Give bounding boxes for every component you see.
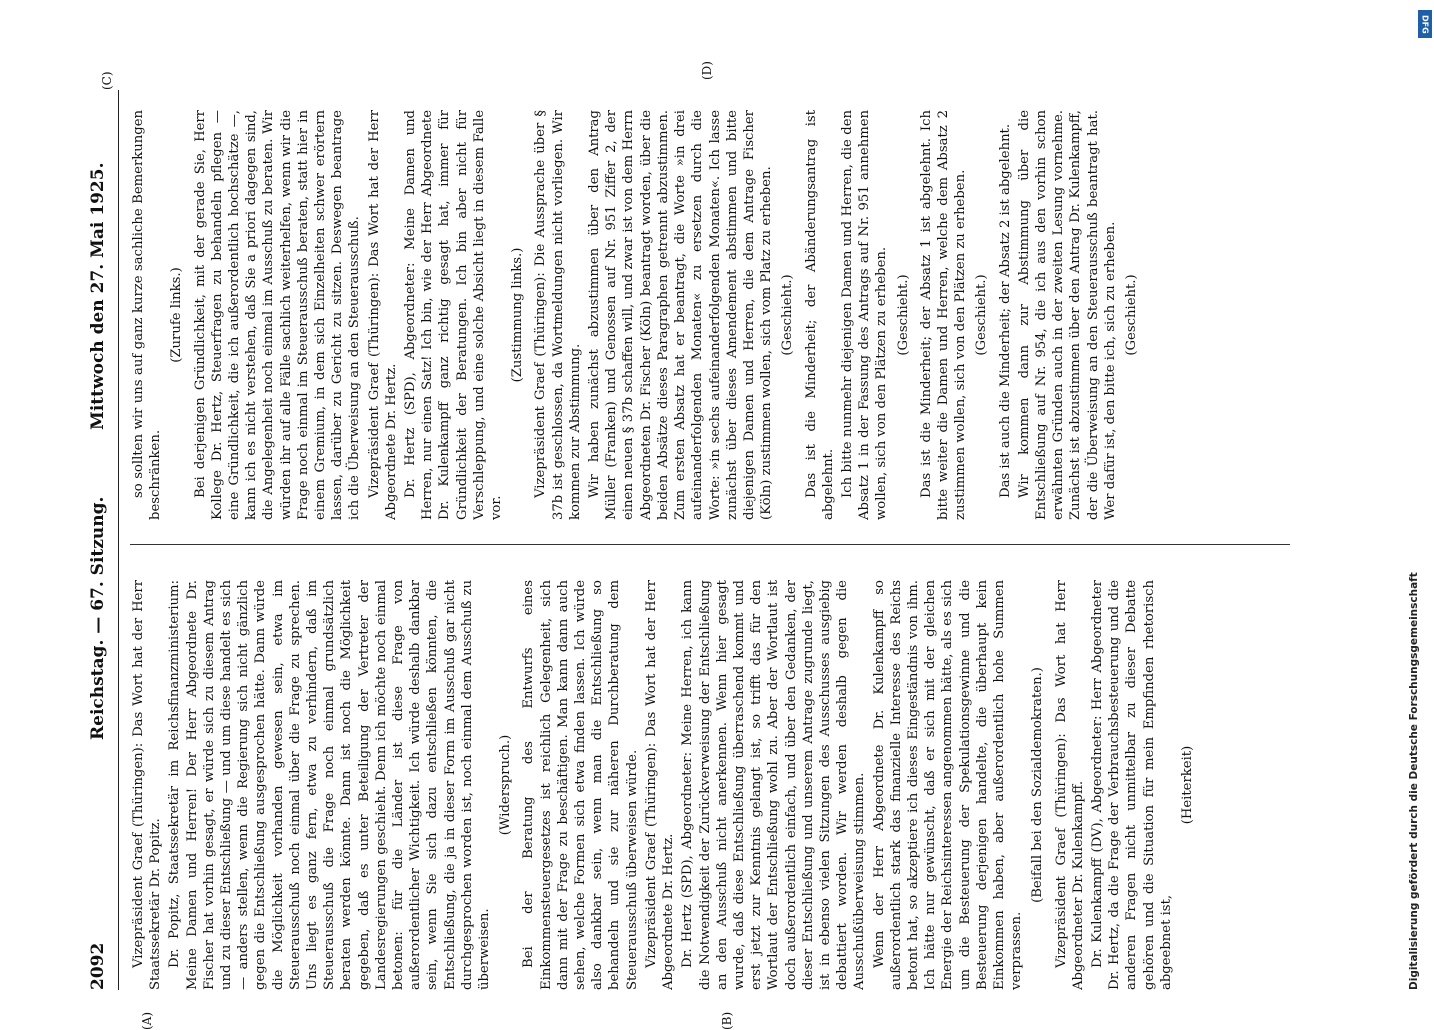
paragraph: Wenn der Herr Abgeordnete Dr. Kulenkampff so außerordentlich stark das finanzielle Interesse des Reichs betont hat, so akzeptiere ich dieses Eingeständnis von ihm. Ich hätte nur gewünscht, daß er sich mit der gleichen Energie der Reichsinteressen angenommen hätte, als es sich um die Besteuerung der Spekulationsgewinne und die Besteuerung derjenigen handelte, die überhaupt kein Einkommen haben, aber außerordentlich hohe Summen verprassen. <box>871 580 1025 990</box>
paragraph: Dr. Hertz (SPD), Abgeordneter: Meine Herren, ich kann die Notwendigkeit der Zurückverweisung der Entschließung an den Ausschuß nicht anerkennen. Wenn hier gesagt wurde, daß diese Entschließung überraschend kommt und erst jetzt zur Kenntnis gelangt ist, so trifft das für den Wortlaut der Entschließung wohl zu. Aber der Wortlaut ist doch außerordentlich einfach, und über den Gedanken, der dieser Entschließung und unserem Antrage zugrunde liegt, ist in ebenso vielen Sitzungen des Ausschusses ausgiebig debattiert worden. Wir werden deshalb gegen die Ausschußüberweisung stimmen. <box>680 580 868 990</box>
interjection: (Heiterkeit) <box>1179 745 1195 825</box>
margin-marker-c: (C) <box>100 71 114 90</box>
interjection: (Geschieht.) <box>780 274 796 356</box>
paragraph: Vizepräsident Graef (Thüringen): Das Wort hat der Herr Abgeordnete Dr. Hertz. <box>643 580 677 990</box>
header-rule <box>118 90 119 990</box>
margin-marker-a: (A) <box>140 1011 154 1030</box>
margin-marker-d: (D) <box>700 61 714 80</box>
paragraph: so sollten wir uns auf ganz kurze sachliche Bemerkungen beschränken. <box>131 110 164 520</box>
paragraph: Wir haben zunächst abzustimmen über den Antrag Müller (Franken) und Genossen auf Nr. 951 Ziffer 2, der einen neuen § 37b schaffen will, und zwar ist von dem Herrn Abgeordneten Dr. Fischer (Köln) beantragt worden, über die beiden Absätze dieses Paragraphen getrennt abzustimmen. Zum ersten Absatz hat er beantragt, die Worte »in drei aufeinanderfolgenden Monaten« zu ersetzen durch die Worte: »in sechs aufeinanderfolgenden Monaten«. Ich lasse zunächst über dieses Amendement abstimmen und bitte diejenigen Damen und Herren, die dem Antrage Fischer (Köln) zustimmen wollen, sich vom Platz zu erheben. <box>587 110 775 520</box>
left-column <box>130 580 1310 990</box>
interjection: (Geschieht.) <box>1123 274 1139 356</box>
interjection: (Zustimmung links.) <box>510 247 526 383</box>
margin-marker-b: (B) <box>720 1011 734 1030</box>
paragraph: Wir kommen dann zur Abstimmung über die Entschließung auf Nr. 954, die ich aus den vorhin schon erwähnten Gründen auch in der zweiten Lesung vornehme. Zunächst ist abzustimmen über den Antrag Dr. Kulenkampff, der die Überweisung an den Steuerausschuß beantragt hat. Wer dafür ist, den bitte ich, sich zu erheben. <box>1016 110 1118 520</box>
interjection: (Zurufe links.) <box>169 267 185 363</box>
dfg-logo: DFG <box>1418 10 1432 38</box>
paragraph: Bei der Beratung des Entwurfs eines Einkommensteuergesetzes ist reichlich Gelegenheit, sich dann mit der Frage zu beschäftigen. Man kann dann auch sehen, welche Formen sich etwa finden lassen. Ich würde also dankbar sein, wenn man die Entschließung so behandeln und sie zur näheren Durchberatung dem Steuerausschuß überweisen würde. <box>521 580 640 990</box>
paragraph: Vizepräsident Graef (Thüringen): Das Wort hat der Herr Abgeordnete Dr. Hertz. <box>366 110 399 520</box>
interjection: (Widerspruch.) <box>498 734 514 836</box>
right-column <box>130 110 1310 520</box>
paragraph: Dr. Kulenkampff (DV), Abgeordneter: Herr Abgeordneter Dr. Hertz, da die Frage der Verbrauchsbesteuerung und die anderen Fragen nicht unmittelbar zu dieser Debatte gehören und die Situation für mein Empfinden rhetorisch abgeebnet ist, <box>1089 580 1174 990</box>
paragraph: Bei derjenigen Gründlichkeit, mit der gerade Sie, Herr Kollege Dr. Hertz, Steuerfragen zu behandeln pflegen — eine Gründlichkeit, die ich außerordentlich hochschätze —, kann ich es nicht verstehen, daß Sie a priori dagegen sind, die Angelegenheit noch einmal im Ausschuß zu beraten. Wir würden ihr auf alle Fälle sachlich weiterhelfen, wenn wir die Frage noch einmal im Steuerausschuß beraten, statt hier in einem Gremium, in dem sich Einzelheiten schwer erörtern lassen, darüber zu Gericht zu sitzen. Deswegen beantrage ich die Überweisung an den Steuerausschuß. <box>192 110 363 520</box>
paragraph: Das ist die Minderheit; der Abänderungsantrag ist abgelehnt. <box>803 110 836 520</box>
paragraph: Ich bitte nunmehr diejenigen Damen und Herren, die den Absatz 1 in der Fassung des Antrags auf Nr. 951 annehmen wollen, sich von den Plätzen zu erheben. <box>839 110 890 520</box>
interjection: (Geschieht.) <box>895 274 911 356</box>
column-divider <box>130 544 1290 545</box>
paragraph: Vizepräsident Graef (Thüringen): Das Wort hat der Herr Staatssekretär Dr. Popitz. <box>131 580 164 990</box>
paragraph: Das ist auch die Minderheit; der Absatz 2 ist abgelehnt. <box>997 123 1013 498</box>
page-number: 2092 <box>88 942 108 990</box>
paragraph: Dr. Hertz (SPD), Abgeordneter: Meine Damen und Herren, nur einen Satz! Ich bin, wie der Herr Abgeordnete Dr. Kulenkampff ganz richtig gesagt hat, immer für Gründlichkeit der Beratungen. Ich bin aber nicht für Verschleppung, und eine solche Absicht liegt in diesem Falle vor. <box>403 110 505 520</box>
paragraph: Vizepräsident Graef (Thüringen): Die Aussprache über § 37b ist geschlossen, da Wortmeldungen nicht vorliegen. Wir kommen zur Abstimmung. <box>533 110 583 520</box>
paragraph: Das ist die Minderheit; der Absatz 1 ist abgelehnt. Ich bitte weiter die Damen und Herren, welche dem Absatz 2 zustimmen wollen, sich von den Plätzen zu erheben. <box>918 110 969 520</box>
paragraph: Dr. Popitz, Staatssekretär im Reichsfinanzministerium: Meine Damen und Herren! Der Herr Abgeordnete Dr. Fischer hat vorhin gesagt, er würde sich zu diesem Antrag und zu dieser Entschließung — und um diese handelt es sich — anders stellen, wenn die Regierung sich nicht gänzlich gegen die Entschließung ausgesprochen hätte. Dann würde die Möglichkeit vorhanden gewesen sein, etwa im Steuerausschuß noch einmal über die Frage zu sprechen. Uns liegt es ganz fern, etwa zu verhindern, daß im Steuerausschuß die Frage noch einmal grundsätzlich beraten werden könnte. Dann ist noch die Möglichkeit gegeben, daß es unter Beteiligung der Vertreter der Landesregierungen geschieht. Denn ich möchte noch einmal betonen: für die Länder ist diese Frage von außerordentlicher Wichtigkeit. Ich würde deshalb dankbar sein, wenn Sie sich dazu entschließen könnten, die Entschließung, die ja in dieser Form im Ausschuß gar nicht durchgesprochen worden ist, noch einmal dem Ausschuß zu überweisen. <box>167 580 493 990</box>
interjection: (Beifall bei den Sozialdemokraten.) <box>1030 667 1046 903</box>
interjection: (Geschieht.) <box>974 274 990 356</box>
page-header <box>80 90 120 990</box>
paragraph: Vizepräsident Graef (Thüringen): Das Wort hat Herr Abgeordneter Dr. Kulenkampff. <box>1053 580 1086 990</box>
session-title: Reichstag. — 67. Sitzung. <box>88 496 108 740</box>
session-date: Mittwoch den 27. Mai 1925. <box>88 162 108 430</box>
digitization-credit: Digitalisierung gefördert durch die Deutsche Forschungsgemeinschaft <box>1408 572 1420 990</box>
document-page <box>60 61 1370 1030</box>
